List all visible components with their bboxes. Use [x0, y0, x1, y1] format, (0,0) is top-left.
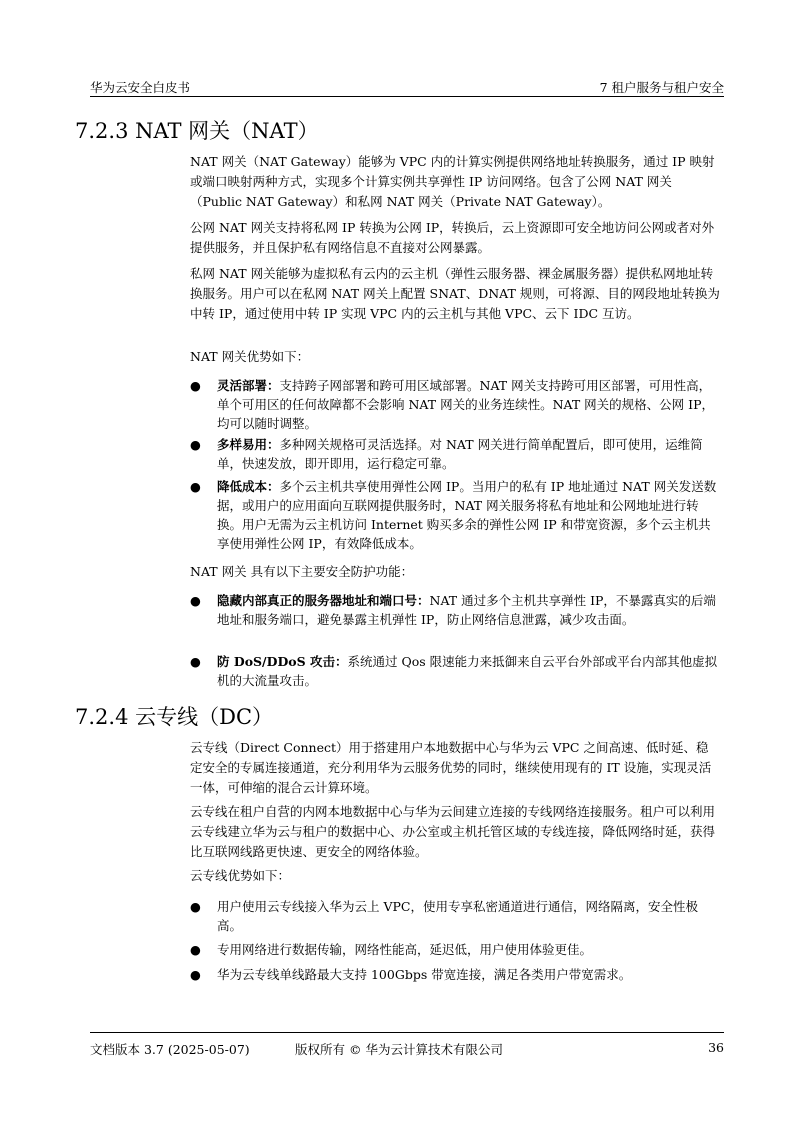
bullet-icon: ● [190, 479, 201, 494]
bullet-icon: ● [190, 967, 201, 982]
list-item-text: 支持跨子网部署和跨可用区域部署。NAT 网关支持跨可用区部署，可用性高，单个可用区的任何故障都不会影响 NAT 网关的业务连续性。NAT 网关的规格、公网 IP，均可以随时调整。 [217, 378, 714, 431]
header-chapter: 7 租户服务与租户安全 [599, 80, 724, 95]
list-item-text: 专用网络进行数据传输，网络性能高，延迟低，用户使用体验更佳。 [217, 942, 593, 957]
list-item-text: 多种网关规格可灵活选择。对 NAT 网关进行简单配置后，即可使用，运维简单，快速发放，即开即用，运行稳定可靠。 [217, 437, 703, 471]
nat-advantages-intro: NAT 网关优势如下： [190, 349, 310, 364]
list-item-text: 系统通过 Qos 限速能力来抵御来自云平台外部或平台内部其他虚拟机的大流量攻击。 [217, 654, 718, 688]
dc-paragraph-2: 云专线在租户自营的内网本地数据中心与华为云间建立连接的专线网络连接服务。租户可以利用云专线建立华为云与租户的数据中心、办公室或主机托管区域的专线连接，降低网络时延，获得比互联网线路更快速、更安全的网络体验。 [190, 804, 716, 859]
list-item-bold: 灵活部署： [217, 378, 280, 393]
section-title-dc: 7.2.4 云专线（DC） [75, 705, 274, 729]
bullet-icon: ● [190, 593, 201, 608]
nat-paragraph-2: 公网 NAT 网关支持将私网 IP 转换为公网 IP，转换后，云上资源即可安全地访问公网或者对外提供服务，并且保护私有网络信息不直接对公网暴露。 [190, 220, 715, 255]
dc-paragraph-1: 云专线（Direct Connect）用于搭建用户本地数据中心与华为云 VPC 之间高速、低时延、稳定安全的专属连接通道，充分利用华为云服务优势的同时，继续使用现有的 IT 设施，实现灵活一体，可伸缩的混合云计算环境。 [190, 740, 712, 795]
footer-version: 文档版本 3.7 (2025-05-07) [90, 1042, 250, 1057]
bullet-icon: ● [190, 378, 201, 393]
list-item-bold: 多样易用： [217, 437, 280, 452]
footer-page-number: 36 [708, 1040, 724, 1055]
list-item-text: 华为云专线单线路最大支持 100Gbps 带宽连接，满足各类用户带宽需求。 [217, 967, 632, 982]
nat-paragraph-1: NAT 网关（NAT Gateway）能够为 VPC 内的计算实例提供网络地址转换服务，通过 IP 映射或端口映射两种方式，实现多个计算实例共享弹性 IP 访问网络。包含了公网 NAT 网关（Public NAT Gateway）和私网 NAT 网关（Private NAT Gateway）。 [190, 154, 715, 209]
bullet-icon: ● [190, 899, 201, 914]
list-item-bold: 降低成本： [217, 479, 280, 494]
header-doc-title: 华为云安全白皮书 [90, 80, 191, 95]
list-item-bold: 防 DoS/DDoS 攻击： [217, 654, 348, 669]
nat-paragraph-3: 私网 NAT 网关能够为虚拟私有云内的云主机（弹性云服务器、裸金属服务器）提供私网地址转换服务。用户可以在私网 NAT 网关上配置 SNAT、DNAT 规则，可将源、目的网段地址转换为中转 IP，通过使用中转 IP 实现 VPC 内的云主机与其他 VPC、云下 IDC 互访。 [190, 266, 720, 321]
bullet-icon: ● [190, 437, 201, 452]
list-item-text: NAT 通过多个主机共享弹性 IP，不暴露真实的后端地址和服务端口，避免暴露主机弹性 IP，防止网络信息泄露，减少攻击面。 [217, 593, 716, 627]
page-footer [90, 1032, 724, 1057]
section-title-nat: 7.2.3 NAT 网关（NAT） [75, 119, 319, 143]
list-item-text: 用户使用云专线接入华为云上 VPC，使用专享私密通道进行通信，网络隔离，安全性极高。 [217, 899, 698, 933]
bullet-icon: ● [190, 654, 201, 669]
bullet-icon: ● [190, 942, 201, 957]
list-item-text: 多个云主机共享使用弹性公网 IP。当用户的私有 IP 地址通过 NAT 网关发送数据，或用户的应用面向互联网提供服务时，NAT 网关服务将私有地址和公网地址进行转换。用户无需为云主机访问 Internet 购买多余的弹性公网 IP 和带宽资源，多个云主机共享使用弹性公网 IP，有效降低成本。 [217, 479, 717, 551]
list-item-bold: 隐藏内部真正的服务器地址和端口号： [217, 593, 430, 608]
page-header [90, 78, 724, 97]
nat-security-intro: NAT 网关 具有以下主要安全防护功能： [190, 564, 414, 579]
footer-copyright: 版权所有 © 华为云计算技术有限公司 [295, 1042, 503, 1057]
dc-advantages-intro: 云专线优势如下： [190, 868, 291, 883]
